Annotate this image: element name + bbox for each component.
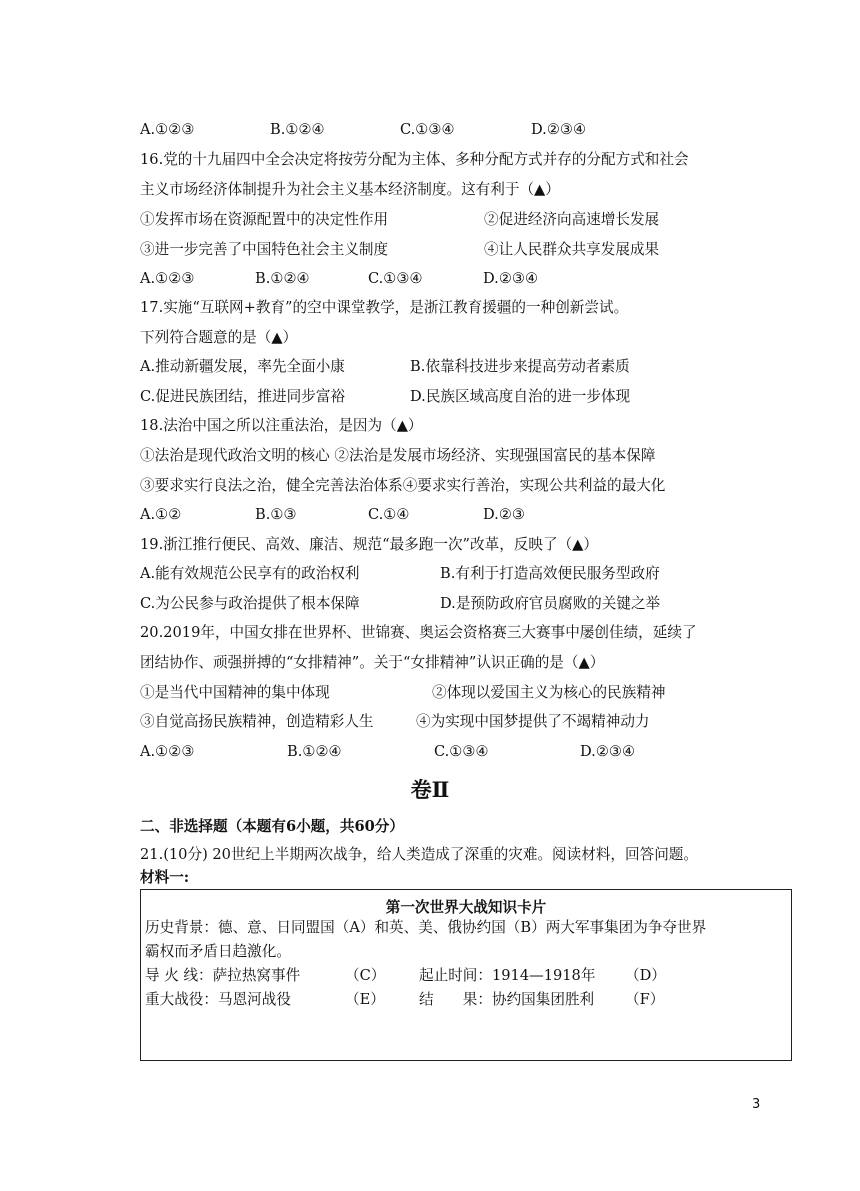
q18-statements-line1: ①法治是现代政治文明的核心 ②法治是发展市场经济、实现强国富民的基本保障 (140, 447, 656, 464)
q20-option-b: B.①②④ (287, 743, 342, 760)
card-fuse: 导 火 线：萨拉热窝事件 (145, 967, 301, 984)
knowledge-card (140, 889, 792, 1061)
card-battle: 重大战役：马恩河战役 (145, 991, 291, 1008)
q18-option-b: B.①③ (255, 506, 297, 523)
card-time: 起止时间：1914—1918年 (419, 967, 596, 984)
q16-option-d: D.②③④ (483, 270, 539, 287)
card-result: 结 果：协约国集团胜利 (419, 991, 595, 1008)
card-background-line2: 霸权而矛盾日趋激化。 (145, 943, 291, 960)
q15-option-d: D.②③④ (531, 121, 587, 138)
card-title: 第一次世界大战知识卡片 (385, 899, 547, 916)
material-label: 材料一: (140, 869, 190, 886)
q16-statement-3: ③进一步完善了中国特色社会主义制度 (140, 241, 389, 258)
q19-stem: 19.浙江推行便民、高效、廉洁、规范“最多跑一次”改革，反映了（▲） (140, 536, 598, 553)
card-battle-mark: （E） (345, 991, 385, 1008)
q19-option-b: B.有利于打造高效便民服务型政府 (440, 565, 660, 582)
q18-option-d: D.②③ (483, 506, 525, 523)
q16-stem-line1: 16.党的十九届四中全会决定将按劳分配为主体、多种分配方式并存的分配方式和社会 (140, 151, 689, 168)
q19-option-a: A.能有效规范公民享有的政治权利 (140, 565, 360, 582)
q17-option-c: C.促进民族团结，推进同步富裕 (140, 388, 346, 405)
q16-statement-2: ②促进经济向高速增长发展 (484, 211, 660, 228)
q17-option-a: A.推动新疆发展，率先全面小康 (140, 358, 345, 375)
q16-option-c: C.①③④ (368, 270, 423, 287)
page-number: 3 (752, 1097, 761, 1112)
q16-stem-line2: 主义市场经济体制提升为社会主义基本经济制度。这有利于（▲） (140, 181, 560, 198)
q20-statement-1: ①是当代中国精神的集中体现 (140, 684, 330, 701)
section2-heading: 二、非选择题（本题有6小题，共60分） (140, 818, 404, 835)
q17-stem-line1: 17.实施“互联网+教育”的空中课堂教学，是浙江教育援疆的一种创新尝试。 (140, 299, 629, 316)
q17-option-d: D.民族区域高度自治的进一步体现 (410, 388, 631, 405)
q20-option-d: D.②③④ (580, 743, 636, 760)
q15-option-a: A.①②③ (140, 121, 195, 138)
q16-statement-4: ④让人民群众共享发展成果 (484, 241, 660, 258)
q19-option-d: D.是预防政府官员腐败的关键之举 (440, 595, 661, 612)
q18-statements-line2: ③要求实行良法之治，健全完善法治体系④要求实行善治，实现公共利益的最大化 (140, 477, 666, 494)
q19-option-c: C.为公民参与政治提供了根本保障 (140, 595, 360, 612)
card-time-mark: （D） (625, 967, 666, 984)
q16-statement-1: ①发挥市场在资源配置中的决定性作用 (140, 211, 389, 228)
q16-option-a: A.①②③ (140, 270, 195, 287)
card-result-mark: （F） (625, 991, 665, 1008)
card-fuse-mark: （C） (345, 967, 386, 984)
q20-option-c: C.①③④ (434, 743, 489, 760)
q15-option-c: C.①③④ (400, 121, 455, 138)
q20-statement-4: ④为实现中国梦提供了不竭精神动力 (416, 713, 650, 730)
q20-option-a: A.①②③ (140, 743, 195, 760)
card-background-line1: 历史背景：德、意、日同盟国（A）和英、美、俄协约国（B）两大军事集团为争夺世界 (145, 919, 707, 936)
q20-stem-line2: 团结协作、顽强拼搏的“女排精神”。关于“女排精神”认识正确的是（▲） (140, 654, 605, 671)
q20-stem-line1: 20.2019年，中国女排在世界杯、世锦赛、奥运会资格赛三大赛事中屡创佳绩，延续了 (140, 624, 697, 641)
q16-option-b: B.①②④ (255, 270, 310, 287)
q15-option-b: B.①②④ (270, 121, 325, 138)
q18-option-a: A.①② (140, 506, 182, 523)
q18-option-c: C.①④ (368, 506, 410, 523)
q21-stem: 21.(10分) 20世纪上半期两次战争，给人类造成了深重的灾难。阅读材料，回答问题。 (140, 846, 698, 863)
q18-stem: 18.法治中国之所以注重法治，是因为（▲） (140, 417, 423, 434)
volume-title: 卷Ⅱ (410, 777, 450, 802)
q17-option-b: B.依靠科技进步来提高劳动者素质 (410, 358, 630, 375)
q20-statement-3: ③自觉高扬民族精神，创造精彩人生 (140, 713, 374, 730)
q20-statement-2: ②体现以爱国主义为核心的民族精神 (432, 684, 666, 701)
q17-stem-line2: 下列符合题意的是（▲） (140, 329, 298, 346)
